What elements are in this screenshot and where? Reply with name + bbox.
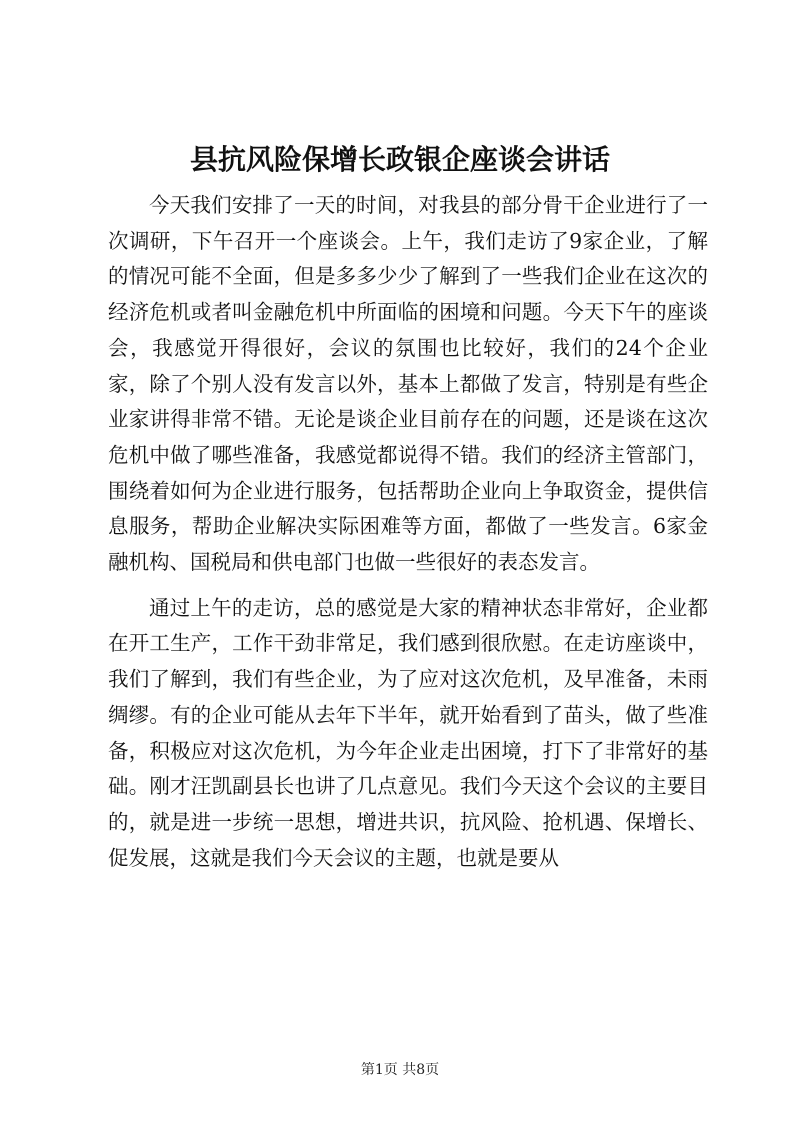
paragraph-1: 今天我们安排了一天的时间，对我县的部分骨干企业进行了一次调研，下午召开一个座谈会。上午，我们走访了9家企业，了解的情况可能不全面，但是多多少少了解到了一些我们企业在这次的经济危机或者叫金融危机中所面临的困境和问题。今天下午的座谈会，我感觉开得很好，会议的氛围也比较好，我们的24个企业家，除了个别人没有发言以外，基本上都做了发言，特别是有些企业家讲得非常不错。无论是谈企业目前存在的问题，还是谈在这次危机中做了哪些准备，我感觉都说得不错。我们的经济主管部门，围绕着如何为企业进行服务，包括帮助企业向上争取资金，提供信息服务，帮助企业解决实际困难等方面，都做了一些发言。6家金融机构、国税局和供电部门也做一些很好的表态发言。 xyxy=(108,193,708,575)
document-title: 县抗风险保增长政银企座谈会讲话 xyxy=(189,143,610,176)
paragraph-2: 通过上午的走访，总的感觉是大家的精神状态非常好，企业都在开工生产，工作干劲非常足，我们感到很欣慰。在走访座谈中，我们了解到，我们有些企业，为了应对这次危机，及早准备，未雨绸缪。有的企业可能从去年下半年，就开始看到了苗头，做了些准备，积极应对这次危机，为今年企业走出困境，打下了非常好的基础。刚才汪凯副县长也讲了几点意见。我们今天这个会议的主要目的，就是进一步统一思想，增进共识，抗风险、抢机遇、保增长、促发展，这就是我们今天会议的主题，也就是要从 xyxy=(108,595,708,870)
page-number-footer: 第1页 共8页 xyxy=(360,1062,440,1078)
document-body xyxy=(108,188,708,876)
